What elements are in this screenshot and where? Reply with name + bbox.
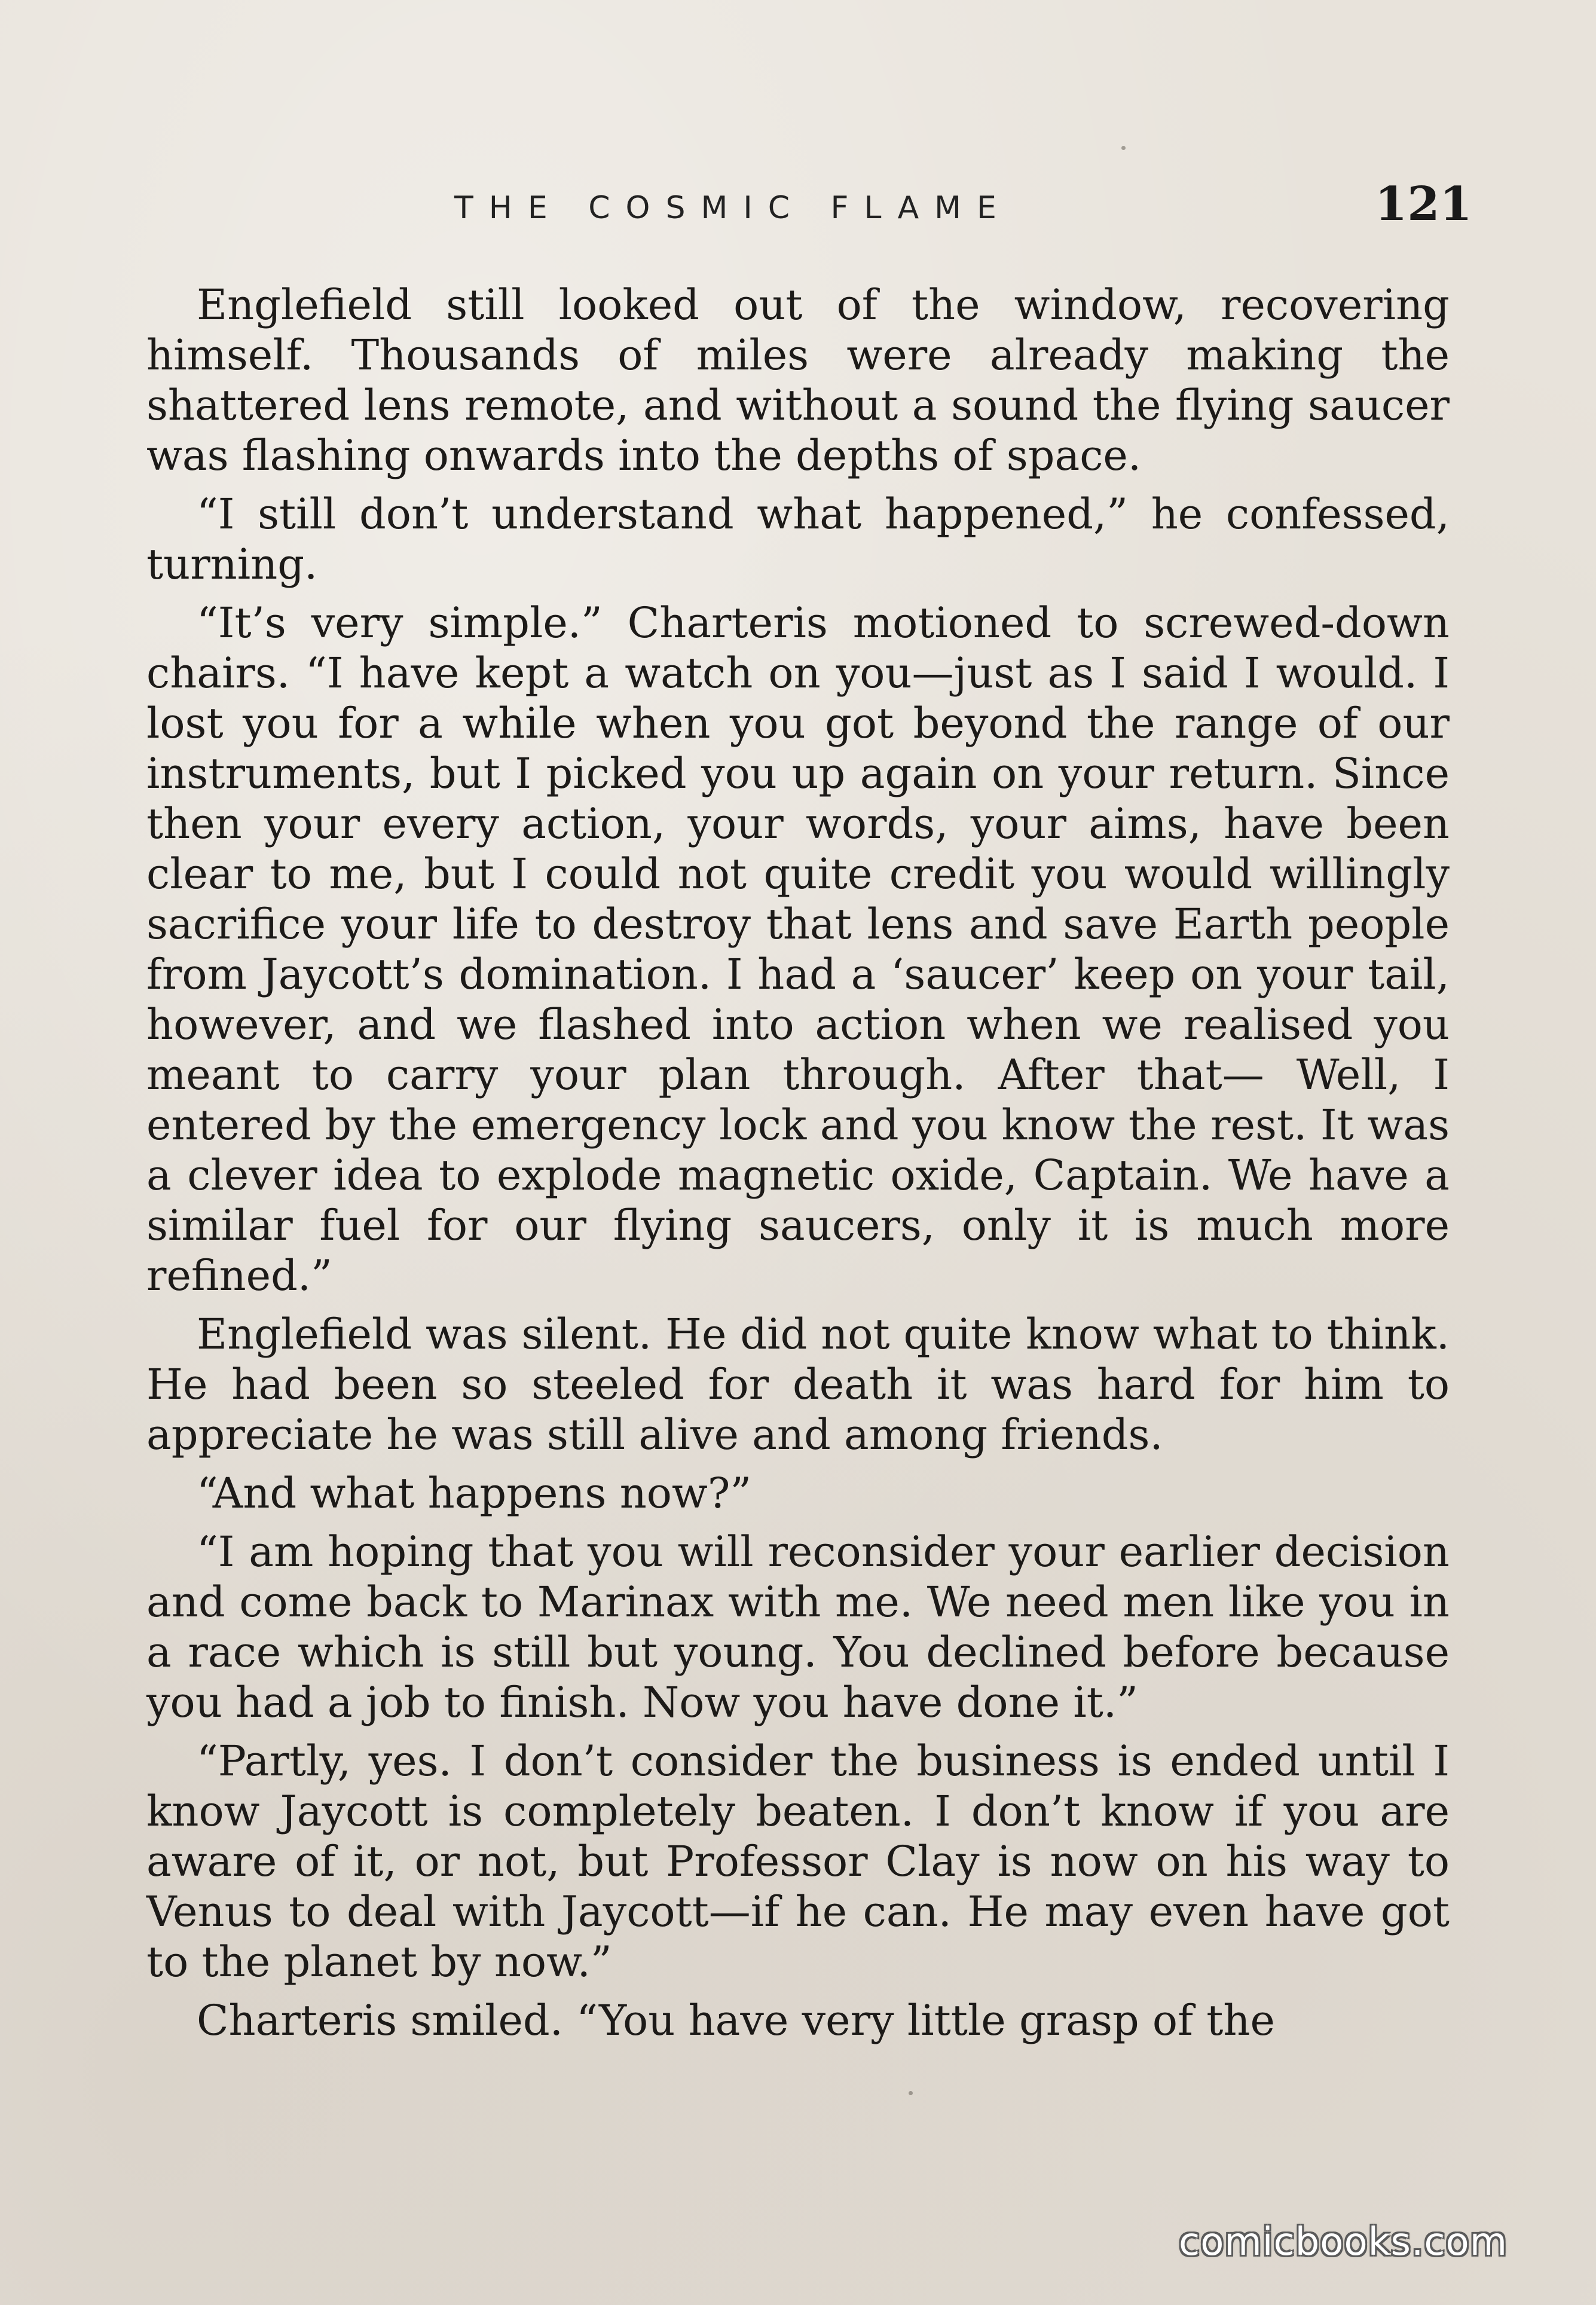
paragraph: Charteris smiled. “You have very little grasp of the xyxy=(197,1996,1275,2045)
paper-speck xyxy=(909,2091,913,2095)
paper-speck xyxy=(1121,146,1126,150)
paragraph: “It’s very simple.” Charteris motioned to screwed-down chairs. “I have kept a watch on you—just as I said I would. I lost you for a while when you got beyond the range of our instruments, but I picked you up again on your return. Since then your every action, your words, your aims, have been clear to me, but I could not quite credit you would willingly sacrifice your life to destroy that lens and save Earth people from Jaycott’s domination. I had a ‘saucer’ keep on your tail, however, and we flashed into action when we realised you meant to carry your plan through. After that— Well, I entered by the emergency lock and you know the rest. It was a clever idea to explode magnetic oxide, Captain. We have a similar fuel for our flying saucers, only it is much more refined.” xyxy=(146,598,1450,1300)
watermark: comicbooks.com xyxy=(1179,2220,1508,2264)
paragraph: Englefield still looked out of the window, recovering himself. Thousands of miles were already making the shattered lens remote, and without a sound the flying saucer was flashing onwards into the depths of space. xyxy=(146,280,1450,480)
paragraph: “I still don’t understand what happened,” he confessed, turning. xyxy=(146,490,1450,589)
paragraph: Englefield was silent. He did not quite know what to think. He had been so steeled for death it was hard for him to appreciate he was still alive and among friends. xyxy=(146,1310,1450,1459)
paragraph: “And what happens now?” xyxy=(197,1469,752,1518)
paragraph: “Partly, yes. I don’t consider the business is ended until I know Jaycott is completely beaten. I don’t know if you are aware of it, or not, but Professor Clay is now on his way to Venus to deal with Jaycott—if he can. He may even have got to the planet by now.” xyxy=(146,1737,1450,1986)
body-text xyxy=(146,280,1450,2054)
paragraph: “I am hoping that you will reconsider your earlier decision and come back to Marinax with me. We need men like you in a race which is still but young. You declined before because you had a job to finish. Now you have done it.” xyxy=(146,1527,1450,1727)
running-title: THE COSMIC FLAME xyxy=(454,190,1012,226)
page-number: 121 xyxy=(1375,177,1472,231)
